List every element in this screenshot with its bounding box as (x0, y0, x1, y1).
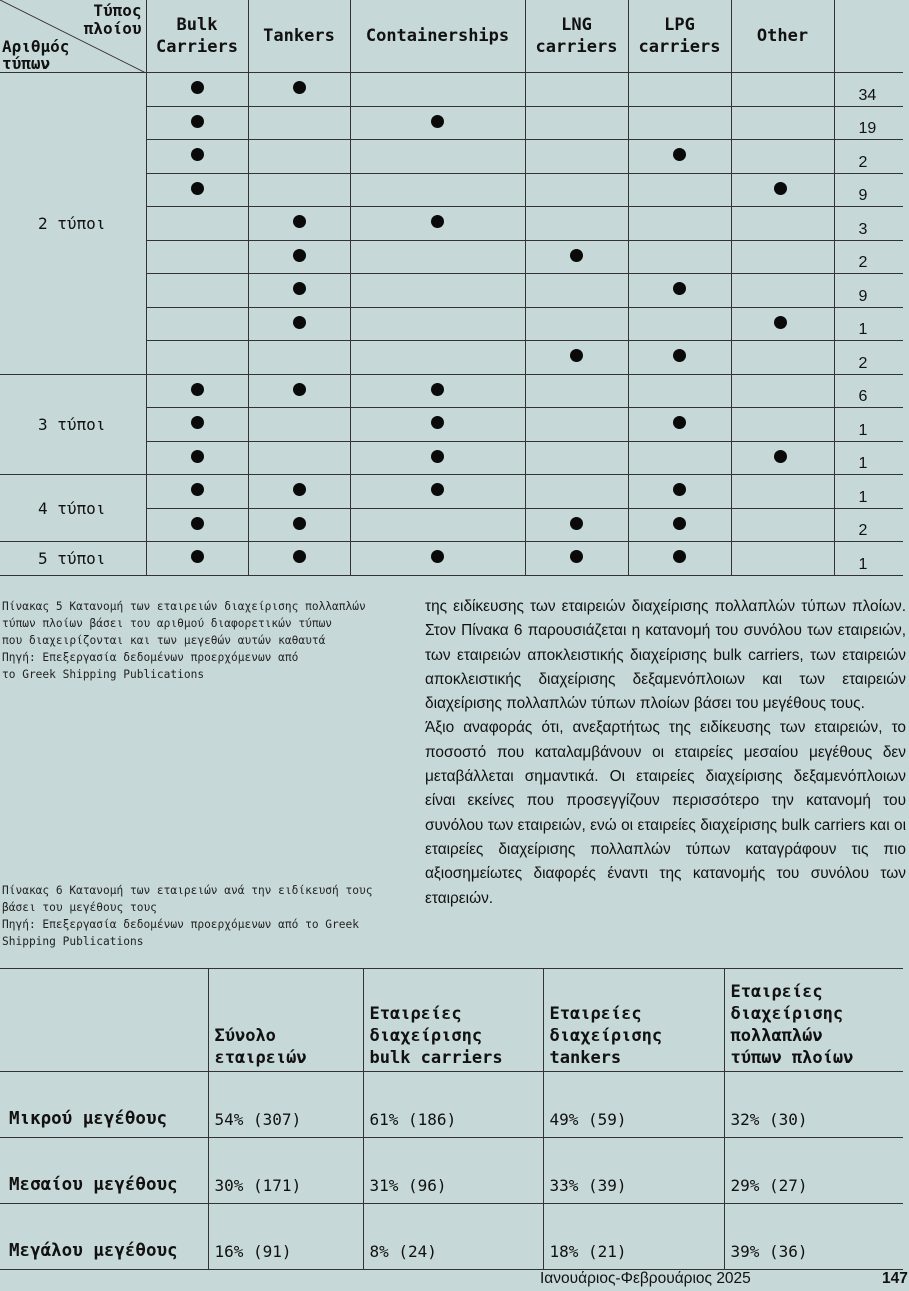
type-cell (248, 408, 350, 442)
filled-dot-mark (293, 517, 306, 530)
filled-dot-mark (191, 182, 204, 195)
type-cell (525, 374, 628, 408)
type-cell (628, 508, 731, 542)
filled-dot-mark (431, 450, 444, 463)
type-cell (525, 173, 628, 207)
count-cell: 9 (834, 173, 903, 207)
type-cell (248, 73, 350, 107)
type-cell (525, 341, 628, 375)
table-6-body (0, 1072, 903, 1270)
type-cell (525, 508, 628, 542)
type-cell (628, 240, 731, 274)
type-cell (350, 140, 525, 174)
type-cell (248, 207, 350, 241)
table-row (0, 475, 903, 509)
filled-dot-mark (431, 483, 444, 496)
filled-dot-mark (293, 249, 306, 262)
type-cell (146, 508, 248, 542)
filled-dot-mark (431, 115, 444, 128)
type-cell (146, 106, 248, 140)
empty-header (0, 969, 208, 1072)
type-cell (248, 374, 350, 408)
filled-dot-mark (774, 182, 787, 195)
type-cell (628, 274, 731, 308)
type-cell (628, 475, 731, 509)
table-row (0, 73, 903, 107)
filled-dot-mark (191, 416, 204, 429)
group-label: 4 τύποι (0, 475, 146, 542)
filled-dot-mark (673, 517, 686, 530)
filled-dot-mark (191, 483, 204, 496)
filled-dot-mark (673, 550, 686, 563)
filled-dot-mark (191, 115, 204, 128)
type-cell (146, 207, 248, 241)
filled-dot-mark (191, 81, 204, 94)
type-cell (350, 240, 525, 274)
filled-dot-mark (570, 550, 583, 563)
count-column-header (834, 0, 903, 73)
value-cell: 54% (307) (208, 1072, 363, 1138)
filled-dot-mark (570, 349, 583, 362)
type-cell (350, 274, 525, 308)
value-cell: 49% (59) (543, 1072, 724, 1138)
type-cell (350, 441, 525, 475)
value-cell: 8% (24) (363, 1204, 543, 1270)
type-cell (731, 140, 834, 174)
type-cell (628, 73, 731, 107)
type-cell (350, 207, 525, 241)
count-cell: 34 (834, 73, 903, 107)
filled-dot-mark (293, 81, 306, 94)
group-label: 2 τύποι (0, 73, 146, 375)
count-cell: 1 (834, 441, 903, 475)
type-cell (350, 73, 525, 107)
count-cell: 1 (834, 307, 903, 341)
type-cell (146, 374, 248, 408)
count-cell: 9 (834, 274, 903, 308)
table-6-caption: Πίνακας 6 Κατανομή των εταιρειών ανά την ειδίκευσή τους βάσει του μεγέθους τους Πηγή: Επεξεργασία δεδομένων προερχόμενων από το Greek Shipping Publications (2, 884, 373, 948)
type-cell (146, 408, 248, 442)
value-cell: 33% (39) (543, 1138, 724, 1204)
column-header: Εταιρείες διαχείρισης πολλαπλών τύπων πλοίων (724, 969, 903, 1072)
type-cell (525, 475, 628, 509)
column-header: Bulk Carriers (146, 0, 248, 73)
type-cell (248, 106, 350, 140)
filled-dot-mark (293, 483, 306, 496)
filled-dot-mark (191, 383, 204, 396)
type-cell (731, 475, 834, 509)
type-cell (525, 140, 628, 174)
filled-dot-mark (431, 550, 444, 563)
table-row (0, 542, 903, 576)
table-6 (0, 968, 903, 1270)
table-row (0, 374, 903, 408)
value-cell: 18% (21) (543, 1204, 724, 1270)
value-cell: 32% (30) (724, 1072, 903, 1138)
column-header: Σύνολο εταιρειών (208, 969, 363, 1072)
filled-dot-mark (293, 550, 306, 563)
filled-dot-mark (570, 517, 583, 530)
type-cell (350, 173, 525, 207)
type-cell (628, 441, 731, 475)
count-cell: 3 (834, 207, 903, 241)
filled-dot-mark (293, 383, 306, 396)
column-header: Containerships (350, 0, 525, 73)
filled-dot-mark (673, 483, 686, 496)
type-cell (350, 374, 525, 408)
type-cell (350, 408, 525, 442)
type-cell (146, 240, 248, 274)
row-label: Μεσαίου μεγέθους (0, 1138, 208, 1204)
type-cell (525, 441, 628, 475)
table-row (0, 1204, 903, 1270)
type-cell (628, 106, 731, 140)
value-cell: 31% (96) (363, 1138, 543, 1204)
row-label: Μικρού μεγέθους (0, 1072, 208, 1138)
body-paragraph: της ειδίκευσης των εταιρειών διαχείρισης πολλαπλών τύπων πλοίων. Στον Πίνακα 6 παρουσιάζεται η κατανομή του συνόλου των εταιρειών, των εταιρειών αποκλειστικής διαχείρισης bulk carriers, των εταιρειών αποκλειστικής διαχείρισης δεξαμενόπλοιων και των εταιρειών διαχείρισης πολλαπλών τύπων πλοίων βάσει του μεγέθους τους. (425, 598, 906, 713)
group-label: 3 τύποι (0, 374, 146, 475)
table-5-body (0, 73, 903, 576)
column-header: Εταιρείες διαχείρισης tankers (543, 969, 724, 1072)
type-cell (146, 441, 248, 475)
type-cell (146, 475, 248, 509)
filled-dot-mark (774, 316, 787, 329)
table-5-caption: Πίνακας 5 Κατανομή των εταιρειών διαχείρισης πολλαπλών τύπων πλοίων βάσει του αριθμού διαφορετικών τύπων που διαχειρίζονται και των μεγεθών αυτών καθαυτά Πηγή: Επεξεργασία δεδομένων προερχόμενων από το Greek Shipping Publications (2, 600, 366, 681)
type-cell (248, 240, 350, 274)
column-header: Tankers (248, 0, 350, 73)
column-header: Εταιρείες διαχείρισης bulk carriers (363, 969, 543, 1072)
table-5 (0, 0, 903, 576)
type-cell (525, 307, 628, 341)
count-cell: 6 (834, 374, 903, 408)
count-cell: 2 (834, 341, 903, 375)
column-header: LNG carriers (525, 0, 628, 73)
count-cell: 1 (834, 542, 903, 576)
table-6-header-row (0, 969, 903, 1072)
type-cell (350, 307, 525, 341)
footer-date: Ιανουάριος-Φεβρουάριος 2025 (540, 1270, 751, 1287)
type-cell (146, 341, 248, 375)
filled-dot-mark (191, 148, 204, 161)
filled-dot-mark (293, 215, 306, 228)
column-header: LPG carriers (628, 0, 731, 73)
type-cell (248, 508, 350, 542)
count-cell: 2 (834, 508, 903, 542)
type-cell (525, 408, 628, 442)
type-cell (248, 140, 350, 174)
type-cell (248, 307, 350, 341)
filled-dot-mark (673, 349, 686, 362)
type-cell (350, 508, 525, 542)
type-cell (525, 73, 628, 107)
count-cell: 1 (834, 408, 903, 442)
table-row (0, 1072, 903, 1138)
type-cell (731, 240, 834, 274)
group-label: 5 τύποι (0, 542, 146, 576)
type-cell (731, 274, 834, 308)
filled-dot-mark (570, 249, 583, 262)
type-cell (525, 240, 628, 274)
value-cell: 30% (171) (208, 1138, 363, 1204)
corner-header (0, 0, 146, 73)
value-cell: 39% (36) (724, 1204, 903, 1270)
filled-dot-mark (191, 450, 204, 463)
type-cell (731, 73, 834, 107)
count-cell: 1 (834, 475, 903, 509)
filled-dot-mark (431, 383, 444, 396)
type-cell (525, 542, 628, 576)
value-cell: 61% (186) (363, 1072, 543, 1138)
type-cell (731, 307, 834, 341)
type-cell (731, 374, 834, 408)
filled-dot-mark (191, 550, 204, 563)
type-cell (731, 508, 834, 542)
corner-bottom-label: Αριθμός τύπων (2, 37, 70, 73)
type-cell (350, 106, 525, 140)
corner-top-label: Τύπος πλοίου (83, 1, 142, 38)
type-cell (146, 173, 248, 207)
type-cell (731, 441, 834, 475)
filled-dot-mark (673, 148, 686, 161)
type-cell (350, 341, 525, 375)
count-cell: 19 (834, 106, 903, 140)
type-cell (248, 441, 350, 475)
type-cell (731, 542, 834, 576)
filled-dot-mark (673, 282, 686, 295)
count-cell: 2 (834, 140, 903, 174)
column-header: Other (731, 0, 834, 73)
body-text (425, 595, 906, 911)
type-cell (628, 307, 731, 341)
filled-dot-mark (431, 416, 444, 429)
type-cell (525, 274, 628, 308)
row-label: Μεγάλου μεγέθους (0, 1204, 208, 1270)
type-cell (628, 542, 731, 576)
type-cell (628, 207, 731, 241)
filled-dot-mark (293, 282, 306, 295)
type-cell (248, 173, 350, 207)
type-cell (146, 274, 248, 308)
type-cell (731, 408, 834, 442)
type-cell (248, 475, 350, 509)
type-cell (731, 106, 834, 140)
type-cell (248, 341, 350, 375)
filled-dot-mark (431, 215, 444, 228)
type-cell (525, 106, 628, 140)
type-cell (628, 374, 731, 408)
type-cell (146, 307, 248, 341)
type-cell (628, 140, 731, 174)
count-cell: 2 (834, 240, 903, 274)
type-cell (628, 341, 731, 375)
filled-dot-mark (191, 517, 204, 530)
type-cell (350, 475, 525, 509)
body-paragraph: Άξιο αναφοράς ότι, ανεξαρτήτως της ειδίκευσης των εταιρειών, το ποσοστό που καταλαμβάνουν οι εταιρείες μεσαίου μεγέθους δεν μεταβάλλεται σημαντικά. Οι εταιρείες διαχείρισης δεξαμενόπλοιων είναι εκείνες που προσεγγίζουν περισσότερο την κατανομή του συνόλου των εταιρειών, ενώ οι εταιρείες διαχείρισης bulk carriers και οι εταιρείες διαχείρισης πολλαπλών τύπων καταγράφουν τις πιο αξιοσημείωτες διαφορές έναντι της κατανομής του συνόλου των εταιρειών. (425, 719, 906, 907)
filled-dot-mark (673, 416, 686, 429)
type-cell (525, 207, 628, 241)
type-cell (350, 542, 525, 576)
type-cell (628, 173, 731, 207)
filled-dot-mark (774, 450, 787, 463)
type-cell (248, 542, 350, 576)
table-5-header-row (0, 0, 903, 73)
value-cell: 16% (91) (208, 1204, 363, 1270)
type-cell (248, 274, 350, 308)
table-row (0, 1138, 903, 1204)
type-cell (146, 140, 248, 174)
filled-dot-mark (293, 316, 306, 329)
type-cell (731, 173, 834, 207)
type-cell (731, 207, 834, 241)
type-cell (628, 408, 731, 442)
type-cell (731, 341, 834, 375)
type-cell (146, 542, 248, 576)
type-cell (146, 73, 248, 107)
value-cell: 29% (27) (724, 1138, 903, 1204)
page-number: 147 (882, 1270, 908, 1287)
